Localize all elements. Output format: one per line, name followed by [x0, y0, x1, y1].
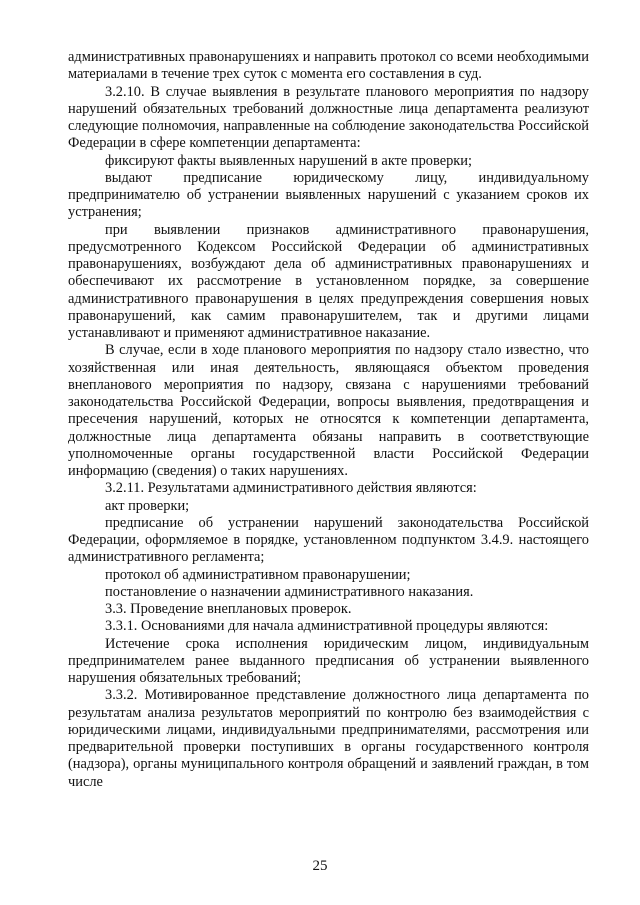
paragraph: акт проверки; [105, 497, 190, 514]
paragraph: административных правонарушениях и направить протокол со всеми необходимыми материалами в течение трех суток с момента его составления в суд. [68, 49, 589, 83]
paragraph: протокол об административном правонарушении; [105, 566, 411, 583]
paragraph: выдают предписание юридическому лицу, индивидуальному предпринимателю об устранении выявленных нарушений с указанием сроков их устранения; [68, 169, 589, 221]
paragraph: 3.2.10. В случае выявления в результате планового мероприятия по надзору нарушений обязательных требований должностные лица департамента реализуют следующие полномочия, направленные на соблюдение законодательства Российской Федерации в сфере компетенции департамента: [68, 83, 589, 152]
document-body [68, 49, 589, 791]
paragraph: постановление о назначении административного наказания. [105, 583, 474, 600]
paragraph: предписание об устранении нарушений законодательства Российской Федерации, оформляемое в порядке, установленном подпунктом 3.4.9. настоящего административного регламента; [68, 514, 589, 566]
paragraph: 3.3.1. Основаниями для начала административной процедуры являются: [105, 618, 549, 635]
paragraph: В случае, если в ходе планового мероприятия по надзору стало известно, что хозяйственная или иная деятельность, являющаяся объектом проведения внепланового мероприятия по надзору, связана с нарушениями требований законодательства Российской Федерации, вопросы выявления, предотвращения и пресечения нарушений, которых не относятся к компетенции департамента, должностные лица департамента обязаны направить в соответствующие уполномоченные органы государственной власти Российской Федерации информацию (сведения) о таких нарушениях. [68, 342, 589, 479]
paragraph: 3.3.2. Мотивированное представление должностного лица департамента по результатам анализа результатов мероприятий по контролю без взаимодействия с юридическими лицами, индивидуальными предпринимателями, рассмотрения или предварительной проверки поступивших в органы государственного контроля (надзора), органы муниципального контроля обращений и заявлений граждан, в том числе [68, 687, 589, 790]
paragraph: Истечение срока исполнения юридическим лицом, индивидуальным предпринимателем ранее выданного предписания об устранении выявленного нарушения обязательных требований; [68, 635, 589, 686]
paragraph: 3.2.11. Результатами административного действия являются: [105, 480, 477, 497]
paragraph: 3.3. Проведение внеплановых проверок. [105, 601, 352, 617]
page-number: 25 [312, 858, 328, 874]
paragraph: фиксируют факты выявленных нарушений в акте проверки; [105, 152, 472, 169]
paragraph: при выявлении признаков административного правонарушения, предусмотренного Кодексом Российской Федерации об административных правонарушениях, возбуждают дела об административных правонарушениях и обеспечивают их рассмотрение в установленном порядке, за совершение административного правонарушения в целях предупреждения совершения новых правонарушений, как самим правонарушителем, так и другими лицами устанавливают и применяют административное наказание. [68, 221, 589, 341]
